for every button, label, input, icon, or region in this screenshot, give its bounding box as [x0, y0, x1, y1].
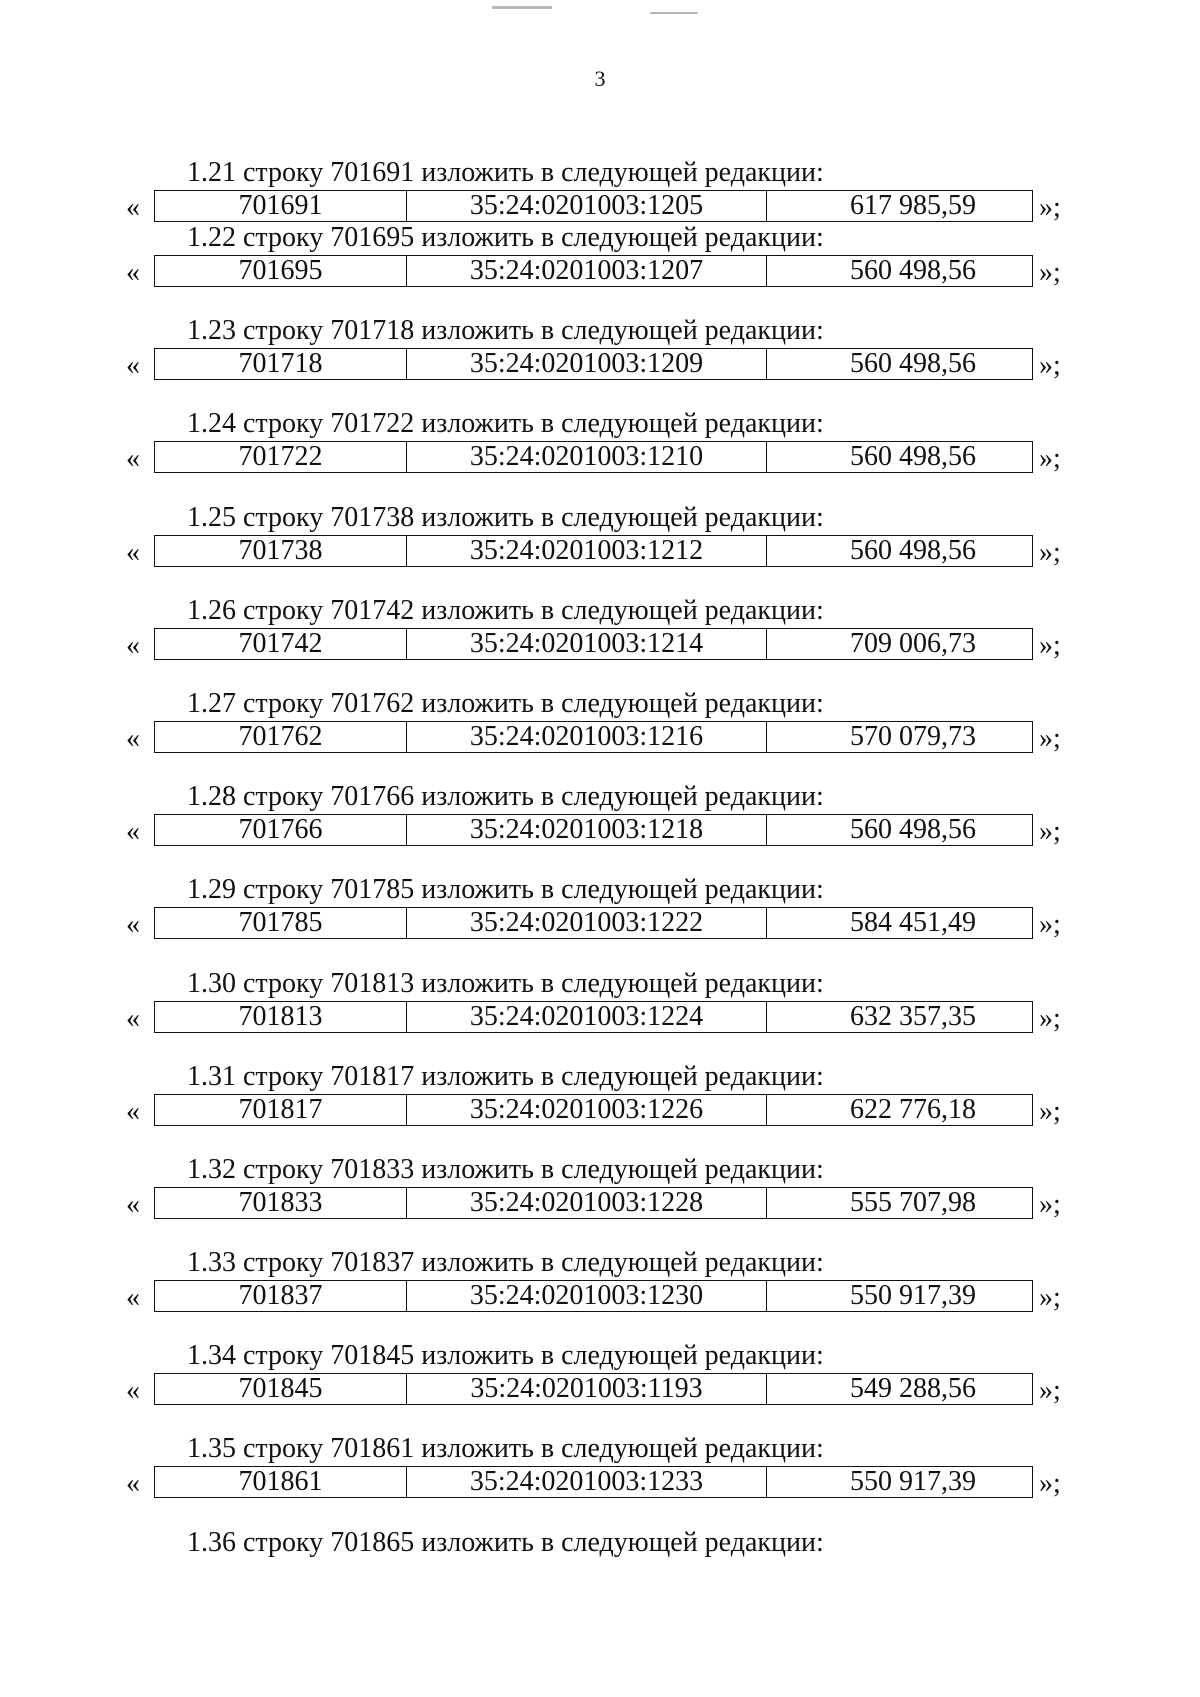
table-row	[154, 1373, 1033, 1405]
cadastral-number-cell: 35:24:0201003:1228	[407, 1188, 767, 1218]
value-cell	[767, 815, 1029, 845]
value-text: 550 917,39	[850, 1281, 976, 1312]
amendment-instruction: 1.23 строку 701718 изложить в следующей редакции:	[187, 315, 824, 347]
quoted-table-row	[126, 721, 1076, 753]
page-number: 3	[594, 66, 606, 91]
closing-quote: »;	[1039, 350, 1061, 382]
table-row	[154, 348, 1033, 380]
closing-quote: »;	[1039, 1468, 1061, 1500]
amendment-instruction: 1.31 строку 701817 изложить в следующей редакции:	[187, 1060, 824, 1092]
row-code-cell: 701718	[155, 349, 407, 379]
scan-artifact	[492, 6, 552, 9]
value-cell	[767, 629, 1029, 659]
opening-quote: «	[126, 192, 140, 223]
value-text: 622 776,18	[850, 1094, 976, 1125]
opening-quote: «	[126, 1468, 140, 1500]
opening-quote: «	[126, 1095, 140, 1127]
quoted-table-row	[126, 190, 1076, 222]
value-cell	[767, 191, 1029, 221]
quoted-table-row	[126, 1187, 1076, 1219]
opening-quote: «	[126, 257, 140, 288]
amendment-instruction: 1.25 строку 701738 изложить в следующей редакции:	[187, 501, 824, 533]
amendment-instruction: 1.34 строку 701845 изложить в следующей редакции:	[187, 1340, 824, 1372]
closing-quote: »;	[1039, 909, 1061, 941]
value-text: 584 451,49	[850, 908, 976, 939]
table-row	[154, 1280, 1033, 1312]
value-cell	[767, 1467, 1029, 1497]
amendment-instruction: 1.36 строку 701865 изложить в следующей редакции:	[187, 1526, 824, 1558]
row-code-cell: 701766	[155, 815, 407, 845]
amendment-instruction: 1.35 строку 701861 изложить в следующей редакции:	[187, 1433, 824, 1465]
amendment-item	[0, 781, 1200, 874]
row-code-cell: 701695	[155, 256, 407, 286]
cadastral-number-cell: 35:24:0201003:1224	[407, 1002, 767, 1032]
quoted-table-row	[126, 1001, 1076, 1033]
row-code-cell: 701837	[155, 1281, 407, 1311]
amendment-item	[0, 157, 1200, 222]
opening-quote: «	[126, 1188, 140, 1220]
amendment-item	[0, 222, 1200, 315]
closing-quote: »;	[1039, 536, 1061, 568]
cadastral-number-cell: 35:24:0201003:1209	[407, 349, 767, 379]
value-cell	[767, 349, 1029, 379]
closing-quote: »;	[1039, 629, 1061, 661]
table-row	[154, 255, 1033, 287]
cadastral-number-cell: 35:24:0201003:1214	[407, 629, 767, 659]
cadastral-number-cell: 35:24:0201003:1207	[407, 256, 767, 286]
value-cell	[767, 536, 1029, 566]
closing-quote: »;	[1039, 1282, 1061, 1314]
amendment-instruction: 1.27 строку 701762 изложить в следующей редакции:	[187, 687, 824, 719]
quoted-table-row	[126, 348, 1076, 380]
amendment-item	[0, 408, 1200, 501]
value-cell	[767, 256, 1029, 286]
quoted-table-row	[126, 628, 1076, 660]
closing-quote: »;	[1039, 1095, 1061, 1127]
amendment-instruction: 1.30 строку 701813 изложить в следующей редакции:	[187, 967, 824, 999]
row-code-cell: 701817	[155, 1095, 407, 1125]
table-row	[154, 190, 1033, 222]
quoted-table-row	[126, 255, 1076, 287]
opening-quote: «	[126, 722, 140, 754]
value-text: 617 985,59	[850, 191, 976, 221]
amendment-item	[0, 1433, 1200, 1526]
value-text: 632 357,35	[850, 1001, 976, 1032]
amendment-instruction: 1.32 строку 701833 изложить в следующей редакции:	[187, 1153, 824, 1185]
opening-quote: «	[126, 816, 140, 848]
amendment-instruction: 1.24 строку 701722 изложить в следующей редакции:	[187, 408, 824, 440]
value-cell	[767, 1095, 1029, 1125]
row-code-cell: 701845	[155, 1374, 407, 1404]
closing-quote: »;	[1039, 192, 1061, 223]
value-cell	[767, 1374, 1029, 1404]
closing-quote: »;	[1039, 257, 1061, 288]
opening-quote: «	[126, 629, 140, 661]
amendment-instruction: 1.33 строку 701837 изложить в следующей редакции:	[187, 1247, 824, 1279]
row-code-cell: 701813	[155, 1002, 407, 1032]
opening-quote: «	[126, 1375, 140, 1407]
amendment-item	[0, 595, 1200, 688]
amendment-instruction: 1.29 строку 701785 изложить в следующей редакции:	[187, 874, 824, 906]
row-code-cell: 701742	[155, 629, 407, 659]
value-text: 560 498,56	[850, 815, 976, 846]
value-cell	[767, 442, 1029, 472]
table-row	[154, 535, 1033, 567]
value-text: 570 079,73	[850, 721, 976, 752]
value-cell	[767, 1188, 1029, 1218]
value-text: 560 498,56	[850, 256, 976, 286]
amendment-item	[0, 968, 1200, 1061]
amendment-item	[0, 1061, 1200, 1154]
amendment-item	[0, 874, 1200, 967]
value-text: 550 917,39	[850, 1467, 976, 1498]
amendment-instruction: 1.26 строку 701742 изложить в следующей редакции:	[187, 594, 824, 626]
value-text: 549 288,56	[850, 1374, 976, 1405]
row-code-cell: 701762	[155, 722, 407, 752]
quoted-table-row	[126, 1094, 1076, 1126]
value-text: 560 498,56	[850, 442, 976, 473]
scan-artifact	[650, 12, 698, 14]
row-code-cell: 701738	[155, 536, 407, 566]
table-row	[154, 628, 1033, 660]
opening-quote: «	[126, 350, 140, 382]
cadastral-number-cell: 35:24:0201003:1230	[407, 1281, 767, 1311]
closing-quote: »;	[1039, 443, 1061, 475]
row-code-cell: 701861	[155, 1467, 407, 1497]
closing-quote: »;	[1039, 816, 1061, 848]
amendment-item	[0, 1527, 1200, 1620]
table-row	[154, 1187, 1033, 1219]
amendment-item	[0, 1154, 1200, 1247]
cadastral-number-cell: 35:24:0201003:1218	[407, 815, 767, 845]
opening-quote: «	[126, 909, 140, 941]
quoted-table-row	[126, 1373, 1076, 1405]
amendment-item	[0, 1247, 1200, 1340]
cadastral-number-cell: 35:24:0201003:1212	[407, 536, 767, 566]
quoted-table-row	[126, 441, 1076, 473]
row-code-cell: 701722	[155, 442, 407, 472]
table-row	[154, 907, 1033, 939]
opening-quote: «	[126, 443, 140, 475]
value-text: 560 498,56	[850, 349, 976, 380]
closing-quote: »;	[1039, 1375, 1061, 1407]
table-row	[154, 441, 1033, 473]
closing-quote: »;	[1039, 1002, 1061, 1034]
table-row	[154, 814, 1033, 846]
opening-quote: «	[126, 1002, 140, 1034]
amendment-item	[0, 502, 1200, 595]
quoted-table-row	[126, 1466, 1076, 1498]
row-code-cell: 701785	[155, 908, 407, 938]
amendment-instruction: 1.21 строку 701691 изложить в следующей редакции:	[187, 157, 824, 188]
amendment-item	[0, 688, 1200, 781]
quoted-table-row	[126, 907, 1076, 939]
table-row	[154, 1001, 1033, 1033]
cadastral-number-cell: 35:24:0201003:1222	[407, 908, 767, 938]
value-cell	[767, 908, 1029, 938]
cadastral-number-cell: 35:24:0201003:1193	[407, 1374, 767, 1404]
amendment-item	[0, 1340, 1200, 1433]
value-text: 709 006,73	[850, 628, 976, 659]
quoted-table-row	[126, 1280, 1076, 1312]
value-cell	[767, 722, 1029, 752]
row-code-cell: 701691	[155, 191, 407, 221]
closing-quote: »;	[1039, 1188, 1061, 1220]
cadastral-number-cell: 35:24:0201003:1226	[407, 1095, 767, 1125]
opening-quote: «	[126, 1282, 140, 1314]
value-text: 560 498,56	[850, 535, 976, 566]
amendments-list	[0, 157, 1200, 1620]
amendment-instruction: 1.28 строку 701766 изложить в следующей редакции:	[187, 781, 824, 813]
cadastral-number-cell: 35:24:0201003:1205	[407, 191, 767, 221]
amendment-instruction: 1.22 строку 701695 изложить в следующей редакции:	[187, 222, 824, 253]
row-code-cell: 701833	[155, 1188, 407, 1218]
value-text: 555 707,98	[850, 1187, 976, 1218]
table-row	[154, 1094, 1033, 1126]
table-row	[154, 721, 1033, 753]
value-cell	[767, 1002, 1029, 1032]
quoted-table-row	[126, 535, 1076, 567]
table-row	[154, 1466, 1033, 1498]
cadastral-number-cell: 35:24:0201003:1233	[407, 1467, 767, 1497]
cadastral-number-cell: 35:24:0201003:1210	[407, 442, 767, 472]
value-cell	[767, 1281, 1029, 1311]
opening-quote: «	[126, 536, 140, 568]
amendment-item	[0, 315, 1200, 408]
closing-quote: »;	[1039, 722, 1061, 754]
cadastral-number-cell: 35:24:0201003:1216	[407, 722, 767, 752]
quoted-table-row	[126, 814, 1076, 846]
